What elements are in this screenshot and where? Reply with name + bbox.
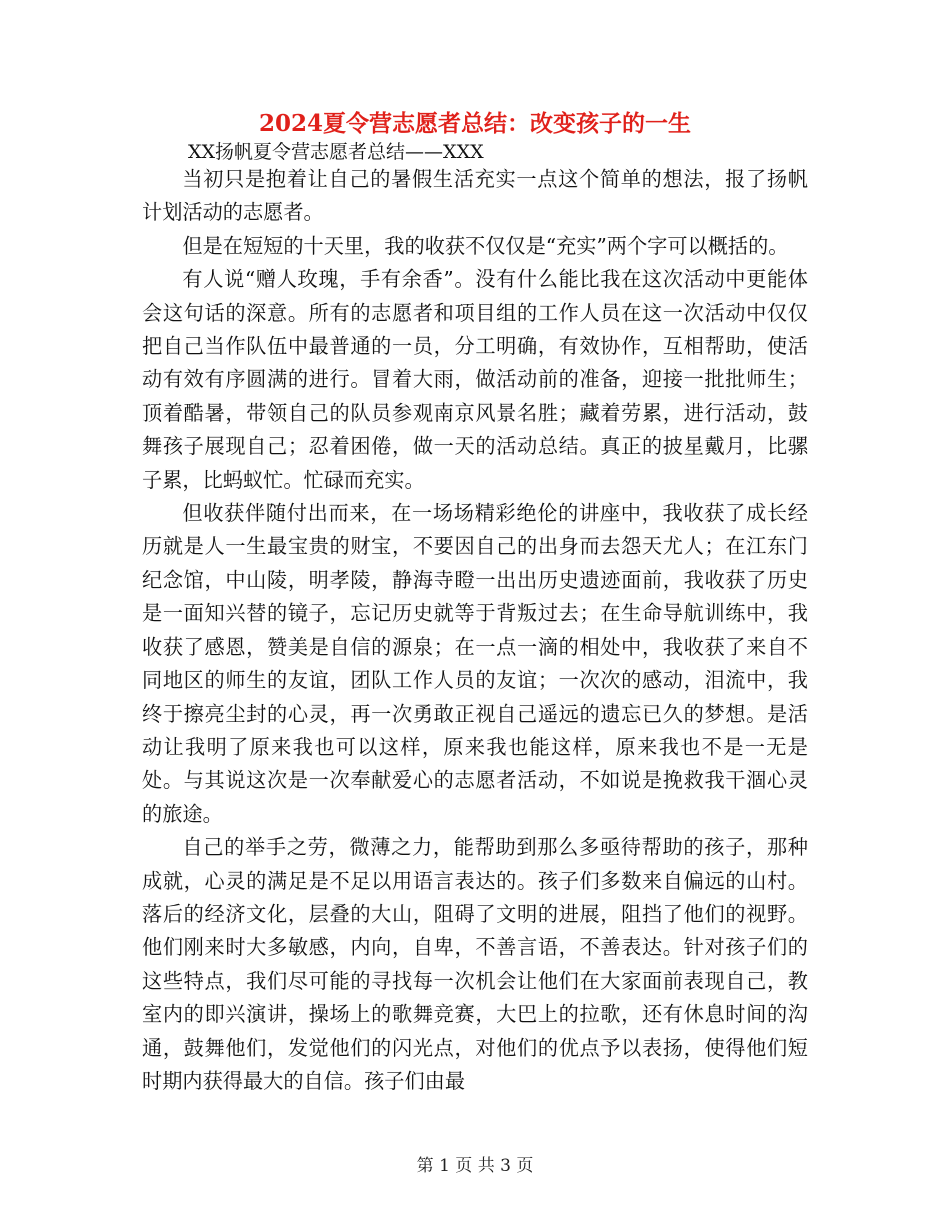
paragraph-3: 有人说“赠人玫瑰，手有余香”。没有什么能比我在这次活动中更能体会这句话的深意。所有的志愿者和项目组的工作人员在这一次活动中仅仅把自己当作队伍中最普通的一员，分工明确，有效协作，互相帮助，使活动有效有序圆满的进行。冒着大雨，做活动前的准备，迎接一批批师生；顶着酷暑，带领自己的队员参观南京风景名胜；藏着劳累，进行活动，鼓舞孩子展现自己；忍着困倦，做一天的活动总结。真正的披星戴月，比骡子累，比蚂蚁忙。忙碌而充实。	[142, 267, 808, 492]
document-body	[142, 163, 808, 1098]
paragraph-5: 自己的举手之劳，微薄之力，能帮助到那么多亟待帮助的孩子，那种成就，心灵的满足是不足以用语言表达的。孩子们多数来自偏远的山村。落后的经济文化，层叠的大山，阻碍了文明的进展，阻挡了他们的视野。他们刚来时大多敏感，内向，自卑，不善言语，不善表达。针对孩子们的这些特点，我们尽可能的寻找每一次机会让他们在大家面前表现自己，教室内的即兴演讲，操场上的歌舞竞赛，大巴上的拉歌，还有休息时间的沟通，鼓舞他们，发觉他们的闪光点，对他们的优点予以表扬，使得他们短时期内获得最大的自信。孩子们由最	[142, 835, 808, 1093]
document-title: 2024夏令营志愿者总结：改变孩子的一生	[258, 110, 691, 137]
paragraph-2: 但是在短短的十天里，我的收获不仅仅是“充实”两个字可以概括的。	[182, 233, 789, 258]
paragraph-1: 当初只是抱着让自己的暑假生活充实一点这个简单的想法，报了扬帆计划活动的志愿者。	[142, 167, 808, 225]
paragraph-4: 但收获伴随付出而来，在一场场精彩绝伦的讲座中，我收获了成长经历就是人一生最宝贵的财宝，不要因自己的出身而去怨天尤人；在江东门纪念馆，中山陵，明孝陵，静海寺瞪一出出历史遗迹面前，我收获了历史是一面知兴替的镜子，忘记历史就等于背叛过去；在生命导航训练中，我收获了感恩，赞美是自信的源泉；在一点一滴的相处中，我收获了来自不同地区的师生的友谊，团队工作人员的友谊；一次次的感动，泪流中，我终于擦亮尘封的心灵，再一次勇敢正视自己遥远的遗忘已久的梦想。是活动让我明了原来我也可以这样，原来我也能这样，原来我也不是一无是处。与其说这次是一次奉献爱心的志愿者活动，不如说是挽救我干涸心灵的旅途。	[142, 501, 808, 826]
page-number-footer: 第 1 页 共 3 页	[416, 1156, 534, 1176]
document-subtitle: XX扬帆夏令营志愿者总结——XXX	[188, 141, 484, 163]
